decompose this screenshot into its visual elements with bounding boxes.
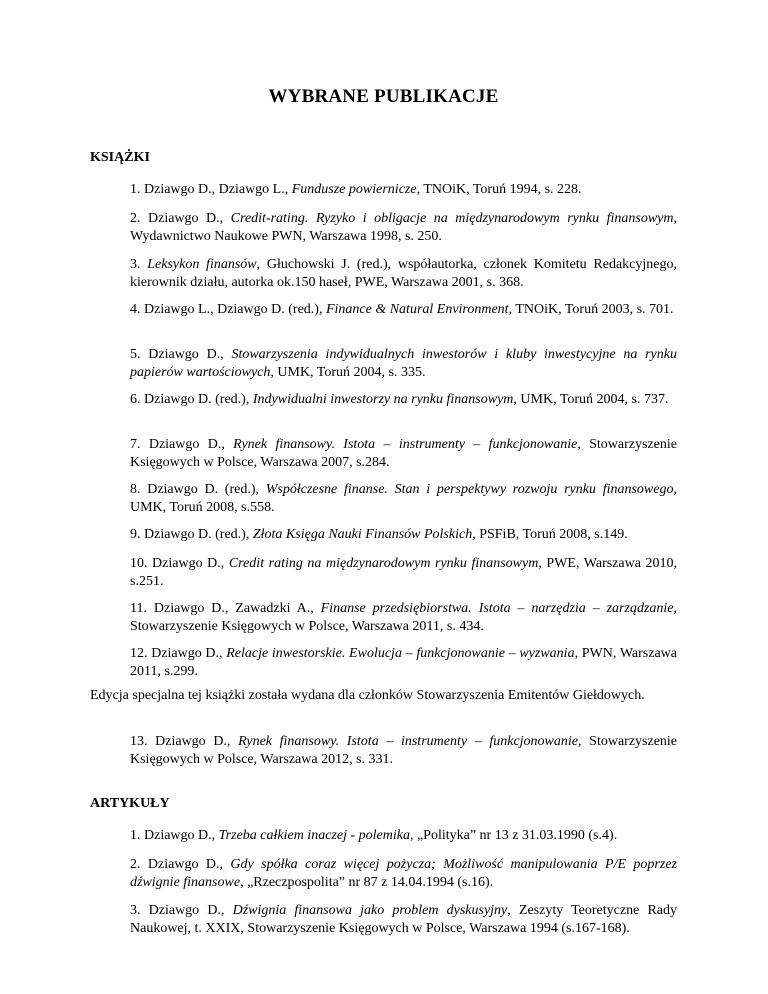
book-entry-13: 13. Dziawgo D., Rynek finansowy. Istota – instrumenty – funkcjonowanie, Stowarzyszenie Księgowych w Polsce, Warszawa 2012, s. 331. — [130, 734, 678, 767]
book-entry-10: 10. Dziawgo D., Credit rating na międzynarodowym rynku finansowym, PWE, Warszawa 2010, s.251. — [130, 556, 677, 589]
page-title: WYBRANE PUBLIKACJE — [268, 86, 499, 107]
book-entry-1: 1. Dziawgo D., Dziawgo L., Fundusze powiernicze, TNOiK, Toruń 1994, s. 228. — [130, 182, 582, 197]
book-entry-7: 7. Dziawgo D., Rynek finansowy. Istota – instrumenty – funkcjonowanie, Stowarzyszenie Księgowych w Polsce, Warszawa 2007, s.284. — [130, 437, 677, 470]
article-entry-3: 3. Dziawgo D., Dźwignia finansowa jako problem dyskusyjny, Zeszyty Teoretyczne Rady Naukowej, t. XXIX, Stowarzyszenie Księgowych w Polsce, Warszawa 1994 (s.167-168). — [130, 903, 677, 936]
book-entry-12: 12. Dziawgo D., Relacje inwestorskie. Ewolucja – funkcjonowanie – wyzwania, PWN, Warszawa 2011, s.299. — [130, 646, 677, 679]
book-entry-8: 8. Dziawgo D. (red.), Współczesne finanse. Stan i perspektywy rozwoju rynku finansowego, UMK, Toruń 2008, s.558. — [130, 482, 677, 515]
article-entry-1: 1. Dziawgo D., Trzeba całkiem inaczej - polemika, „Polityka” nr 13 z 31.03.1990 (s.4). — [130, 828, 618, 843]
books-heading: KSIĄŻKI — [90, 150, 150, 165]
articles-heading: ARTYKUŁY — [90, 796, 170, 811]
book-entry-9: 9. Dziawgo D. (red.), Złota Księga Nauki Finansów Polskich, PSFiB, Toruń 2008, s.149. — [130, 527, 628, 542]
book-entry-3: 3. Leksykon finansów, Głuchowski J. (red.), współautorka, członek Komitetu Redakcyjnego, kierownik działu, autorka ok.150 haseł, PWE, Warszawa 2001, s. 368. — [130, 257, 677, 290]
book-12-note: Edycja specjalna tej książki została wydana dla członków Stowarzyszenia Emitentów Giełdowych. — [90, 688, 645, 703]
book-entry-2: 2. Dziawgo D., Credit-rating. Ryzyko i obligacje na międzynarodowym rynku finansowym, Wydawnictwo Naukowe PWN, Warszawa 1998, s. 250. — [130, 211, 677, 244]
book-entry-6: 6. Dziawgo D. (red.), Indywidualni inwestorzy na rynku finansowym, UMK, Toruń 2004, s. 737. — [130, 392, 669, 407]
book-entry-11: 11. Dziawgo D., Zawadzki A., Finanse przedsiębiorstwa. Istota – narzędzia – zarządzanie, Stowarzyszenie Księgowych w Polsce, Warszawa 2011, s. 434. — [130, 601, 677, 634]
book-entry-5: 5. Dziawgo D., Stowarzyszenia indywidualnych inwestorów i kluby inwestycyjne na rynku papierów wartościowych, UMK, Toruń 2004, s. 335. — [130, 347, 677, 380]
article-entry-2: 2. Dziawgo D., Gdy spółka coraz więcej pożycza; Możliwość manipulowania P/E poprzez dźwignie finansowe, „Rzeczpospolita” nr 87 z 14.04.1994 (s.16). — [130, 857, 677, 890]
book-entry-4: 4. Dziawgo L., Dziawgo D. (red.), Finance & Natural Environment, TNOiK, Toruń 2003, s. 701. — [130, 302, 674, 317]
